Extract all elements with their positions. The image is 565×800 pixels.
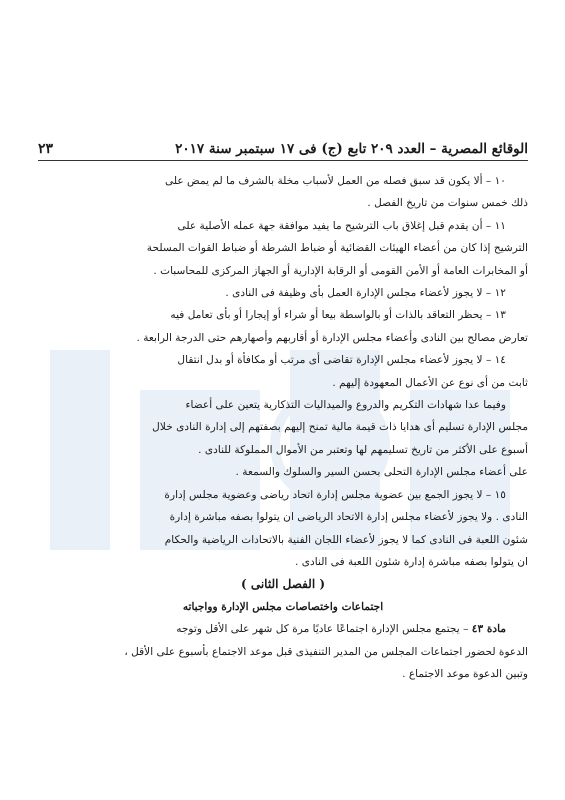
section-title: ( الفصل الثانى ) (240, 577, 326, 592)
paragraph-line: ١٢ – لا يجوز لأعضاء مجلس الإدارة العمل بأى وظيفة فى النادى . (225, 287, 506, 300)
paragraph-line: شئون اللعبة فى النادى كما لا يجوز لأعضاء اللجان الفنية بالاتحادات الرياضية والحكام (164, 533, 528, 546)
article-text: – يجتمع مجلس الإدارة اجتماعًا عاديًا مرة كل شهر على الأقل وتوجه (176, 623, 472, 636)
article-line: الدعوة لحضور اجتماعات المجلس من المدير التنفيذى قبل موعد الاجتماع بأسبوع على الأقل ، (124, 645, 528, 658)
paragraph-line: ١٠ – ألا يكون قد سبق فصله من العمل لأسباب مخلة بالشرف ما لم يمض على (165, 175, 506, 187)
paragraph-line: ان يتولوا بصفه مباشرة إدارة شئون اللعبة فى النادى . (295, 555, 528, 568)
article-label: مادة ٤٣ (471, 623, 506, 636)
page-number: ٢٣ (38, 141, 54, 157)
section-subtitle: اجتماعات واختصاصات مجلس الإدارة وواجباته (182, 600, 384, 613)
document-body (38, 170, 528, 685)
paragraph-line: ١٤ – لا يجوز لأعضاء مجلس الإدارة تقاضى أى مرتب أو مكافأة أو بدل انتقال (177, 354, 506, 367)
paragraph-line: ١١ – أن يقدم قبل إغلاق باب الترشيح ما يفيد موافقة جهة عمله الأصلية على (177, 219, 506, 232)
paragraph-line: أو المخابرات العامة أو الأمن القومى أو الرقابة الإدارية أو الجهاز المركزى للمحاسبات . (153, 264, 528, 277)
paragraph-line: ثابت من أى نوع عن الأعمال المعهودة إليهم . (332, 376, 528, 389)
paragraph-line: ذلك خمس سنوات من تاريخ الفصل . (367, 197, 528, 210)
paragraph-line: ١٣ – يحظر التعاقد بالذات أو بالواسطة بيعا أو شراء أو إيجارا أو بأى تعامل فيه (170, 309, 506, 322)
paragraph-line: أسبوع على الأكثر من تاريخ تسليمهم لها وتعتبر من الأموال المملوكة للنادى . (198, 443, 528, 456)
paragraph-line: تعارض مصالح بين النادى وأعضاء مجلس الإدارة أو أقاربهم وأصهارهم حتى الدرجة الرابعة . (136, 331, 528, 344)
paragraph-line: ١٥ – لا يجوز الجمع بين عضوية مجلس إدارة اتحاد رياضى وعضوية مجلس إدارة (164, 488, 506, 501)
paragraph-line: على أعضاء مجلس الإدارة التحلى بحسن السير والسلوك والسمعة . (235, 466, 528, 479)
article-line: وتبين الدعوة موعد الاجتماع . (402, 667, 528, 680)
paragraph-line: النادى . ولا يجوز لأعضاء مجلس إدارة الاتحاد الرياضى ان يتولوا بصفه مباشرة إدارة (169, 511, 528, 524)
paragraph-line: مجلس الإدارة تسليم أى هدايا ذات قيمة مالية تمنح إليهم بصفتهم إلى إدارة النادى خلال (152, 421, 528, 434)
article-line (38, 618, 528, 640)
page-header (38, 131, 528, 161)
paragraph-line: الترشيح إذا كان من أعضاء الهيئات القضائية أو ضباط الشرطة أو ضباط القوات المسلحة (146, 242, 528, 255)
paragraph-line: وفيما عدا شهادات التكريم والدروع والميداليات التذكارية يتعين على أعضاء (185, 399, 506, 412)
header-title: الوقائع المصرية – العدد ٢٠٩ تابع (ج) فى ١٧ سبتمبر سنة ٢٠١٧ (175, 141, 528, 157)
